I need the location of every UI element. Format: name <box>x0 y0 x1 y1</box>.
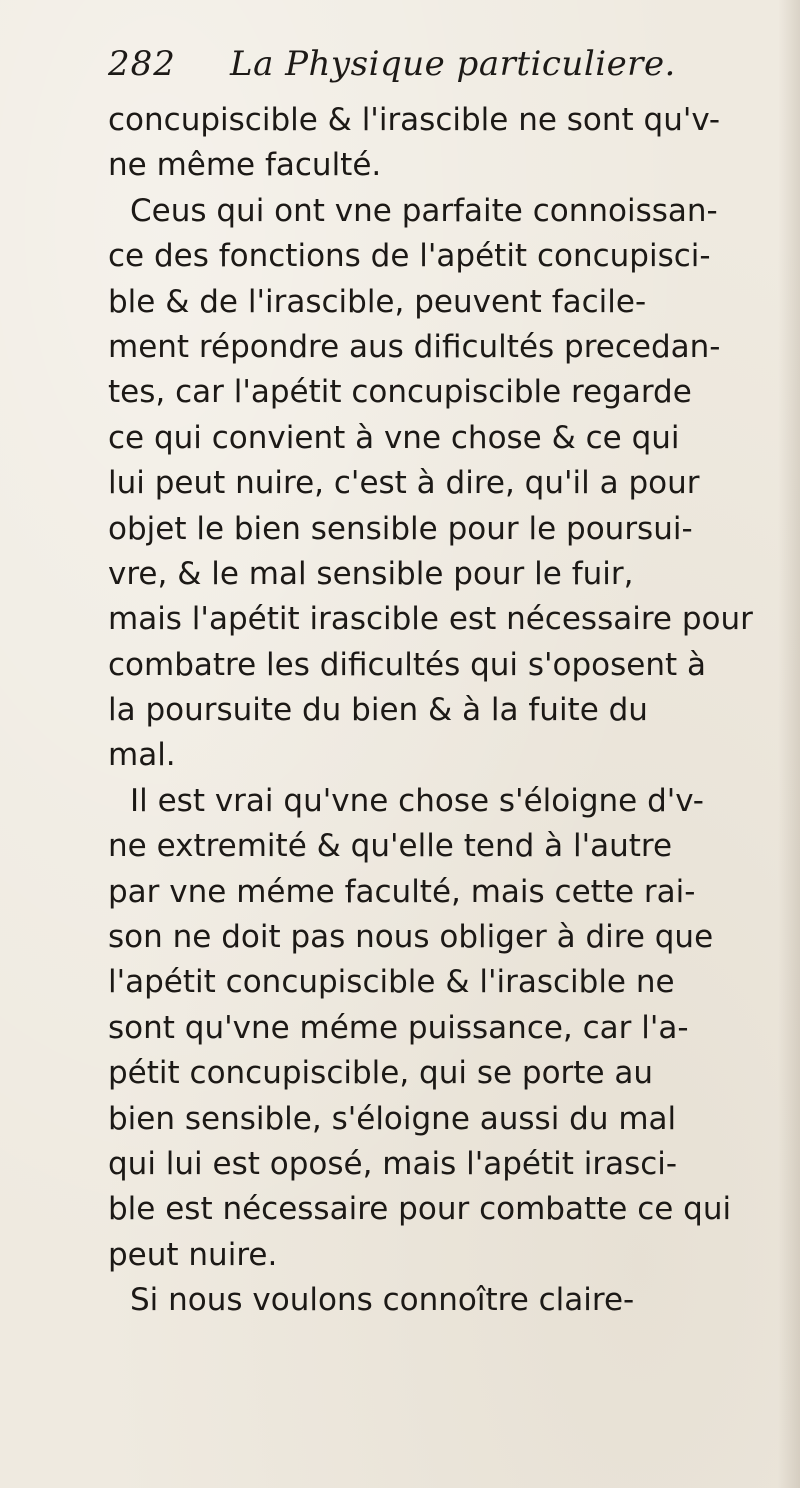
page-header <box>108 34 748 94</box>
text-line: Ceus qui ont vne parfaite connoissan- <box>130 192 718 229</box>
text-line: ne même faculté. <box>108 147 382 184</box>
text-line: ce des fonctions de l'apétit concupisci- <box>108 238 711 275</box>
text-line: tes, car l'apétit concupiscible regarde <box>108 374 692 411</box>
text-line: Si nous voulons connoître claire- <box>130 1282 635 1319</box>
text-line: ment répondre aus dificultés precedan- <box>108 328 721 365</box>
text-line: peut nuire. <box>108 1236 278 1273</box>
text-line: lui peut nuire, c'est à dire, qu'il a pour <box>108 465 700 502</box>
text-line: par vne méme faculté, mais cette rai- <box>108 873 696 910</box>
text-line: bien sensible, s'éloigne aussi du mal <box>108 1100 677 1137</box>
text-line: objet le bien sensible pour le poursui- <box>108 510 693 547</box>
text-line: son ne doit pas nous obliger à dire que <box>108 919 714 956</box>
page-number: 282 <box>108 44 176 84</box>
text-line: mais l'apétit irascible est nécessaire pour <box>108 601 753 638</box>
body-text <box>108 98 792 1324</box>
text-line: mal. <box>108 737 176 774</box>
text-line: vre, & le mal sensible pour le fuir, <box>108 555 634 592</box>
text-line: Il est vrai qu'vne chose s'éloigne d'v- <box>130 782 704 819</box>
text-line: ce qui convient à vne chose & ce qui <box>108 419 680 456</box>
text-line: concupiscible & l'irascible ne sont qu'v- <box>108 102 721 138</box>
text-line: combatre les dificultés qui s'oposent à <box>108 646 707 683</box>
text-line: l'apétit concupiscible & l'irascible ne <box>108 964 675 1001</box>
text-line: ble & de l'irascible, peuvent facile- <box>108 283 647 320</box>
text-line: pétit concupiscible, qui se porte au <box>108 1055 654 1092</box>
text-line: ne extremité & qu'elle tend à l'autre <box>108 828 673 865</box>
text-line: la poursuite du bien & à la fuite du <box>108 692 648 729</box>
text-line: qui lui est oposé, mais l'apétit irasci- <box>108 1145 678 1182</box>
text-line: ble est nécessaire pour combatte ce qui <box>108 1191 732 1228</box>
text-line: sont qu'vne méme puissance, car l'a- <box>108 1009 689 1046</box>
running-head: La Physique particuliere. <box>230 44 676 84</box>
